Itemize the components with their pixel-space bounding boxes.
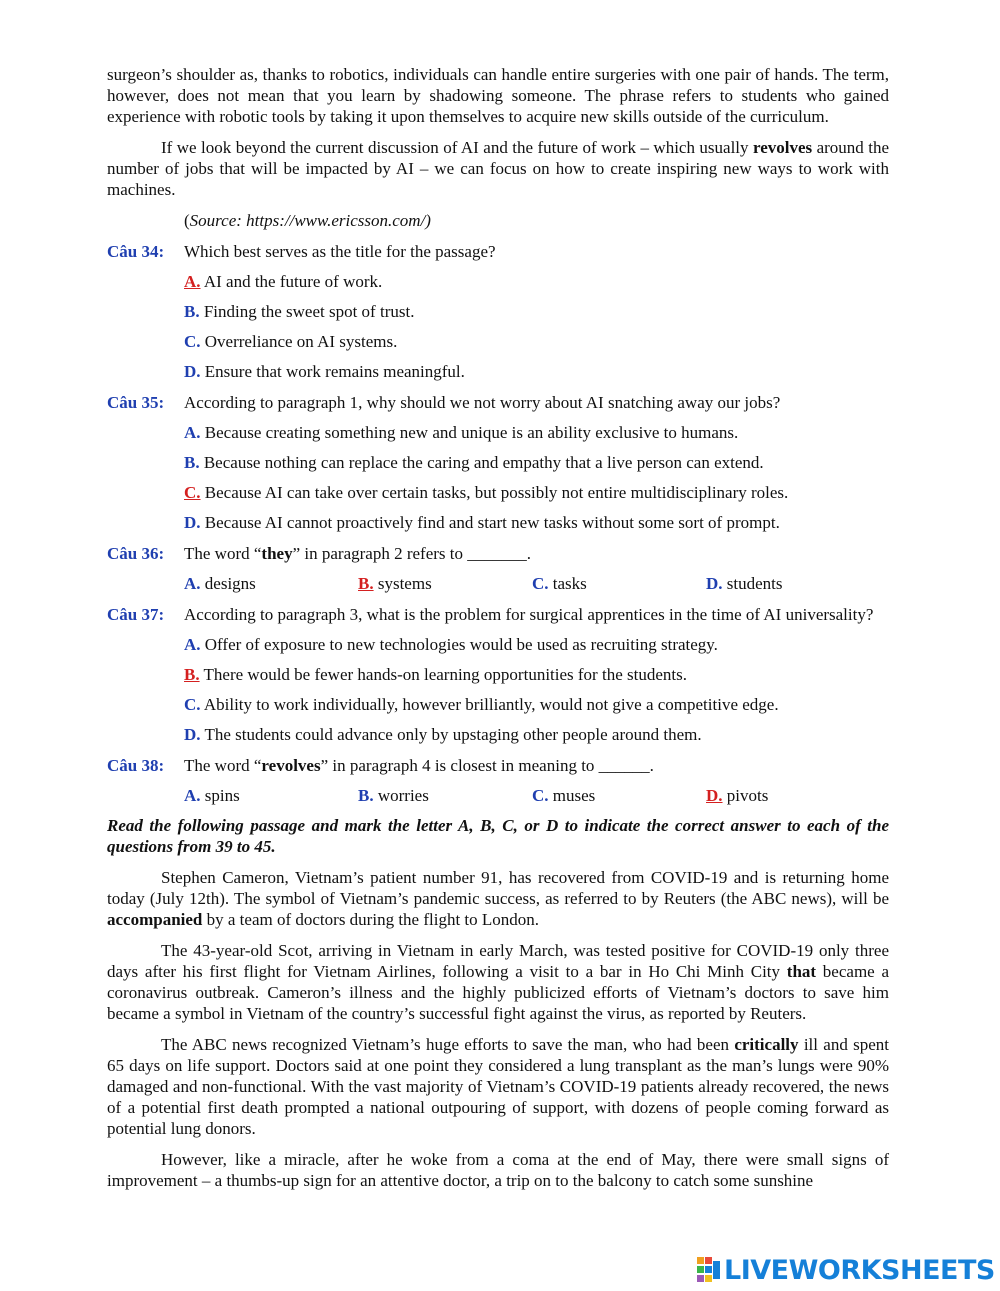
- question-34: [107, 241, 889, 262]
- paragraph-cameron-2: [107, 940, 889, 1024]
- option-text: spins: [200, 786, 240, 805]
- option-letter-correct: B.: [358, 574, 374, 593]
- option-text: Because AI cannot proactively find and start new tasks without some sort of prompt.: [200, 513, 780, 532]
- question-stem: Which best serves as the title for the passage?: [184, 242, 496, 261]
- option-text: Because creating something new and unique is an ability exclusive to humans.: [200, 423, 739, 442]
- options-35: [107, 413, 889, 533]
- text-run: The word “: [184, 544, 262, 563]
- option-b[interactable]: [184, 452, 889, 473]
- options-37: [107, 625, 889, 745]
- option-text: Finding the sweet spot of trust.: [199, 302, 415, 321]
- option-letter: D.: [184, 513, 201, 532]
- logo-text: LIVEWORKSHEETS: [724, 1254, 995, 1286]
- passage-instruction: Read the following passage and mark the letter A, B, C, or D to indicate the correct answer to each of the questions from 39 to 45.: [107, 816, 889, 856]
- option-a[interactable]: [184, 271, 541, 292]
- option-text: Because AI can take over certain tasks, but possibly not entire multidisciplinary roles.: [200, 483, 789, 502]
- option-text: Offer of exposure to new technologies would be used as recruiting strategy.: [200, 635, 718, 654]
- option-text: pivots: [722, 786, 769, 805]
- option-text: systems: [373, 574, 432, 593]
- liveworksheets-logo[interactable]: [697, 1256, 995, 1284]
- text-run: ” in paragraph 2 refers to _______.: [292, 544, 531, 563]
- text-run: The 43-year-old Scot, arriving in Vietnam in early March, was tested positive for COVID-19 only three days after his first flight for Vietnam Airlines, following a visit to a bar in Ho Chi Minh City: [107, 941, 889, 981]
- option-letter: B.: [358, 786, 374, 805]
- option-a[interactable]: [184, 573, 358, 594]
- question-stem: According to paragraph 1, why should we not worry about AI snatching away our jobs?: [184, 393, 781, 412]
- option-d[interactable]: [706, 785, 880, 806]
- source-paren: (: [184, 211, 190, 230]
- option-text: There would be fewer hands-on learning opportunities for the students.: [199, 665, 687, 684]
- bold-word-that: that: [786, 962, 817, 981]
- option-letter: C.: [184, 332, 201, 351]
- option-b[interactable]: [184, 301, 541, 322]
- option-letter-correct: D.: [706, 786, 723, 805]
- option-letter: D.: [184, 362, 201, 381]
- option-letter: A.: [184, 786, 201, 805]
- text-run: The ABC news recognized Vietnam’s huge efforts to save the man, who had been: [161, 1035, 735, 1054]
- paragraph-cameron-1: [107, 867, 889, 930]
- option-c[interactable]: [532, 785, 706, 806]
- option-text: designs: [200, 574, 256, 593]
- source-citation: [107, 210, 889, 231]
- option-letter: B.: [184, 453, 200, 472]
- option-letter: C.: [532, 786, 549, 805]
- option-a[interactable]: [184, 634, 889, 655]
- text-run: ill and spent 65 days on life support. Doctors said at one point they considered a lung transplant as the man’s lungs were 90% damaged and non-functional. With the vast majority of Vietnam’s COVID-19 patients already recovered, the news of a potential first death prompted a national outpouring of support, with dozens of people coming forward as potential lung donors.: [107, 1035, 890, 1138]
- options-36: [107, 564, 889, 594]
- option-text: Overreliance on AI systems.: [200, 332, 398, 351]
- text-run: around the number of jobs that will be impacted by AI – we can focus on how to create inspiring new ways to work with machines.: [107, 138, 889, 199]
- paragraph-future-of-work: [107, 137, 889, 200]
- option-text: tasks: [548, 574, 587, 593]
- option-letter: A.: [184, 635, 201, 654]
- paragraph-cameron-3: [107, 1034, 889, 1139]
- option-letter-correct: A.: [184, 272, 201, 291]
- option-d[interactable]: [184, 361, 541, 382]
- option-text: AI and the future of work.: [200, 272, 383, 291]
- question-37: [107, 604, 889, 625]
- option-a[interactable]: [184, 422, 889, 443]
- option-text: muses: [548, 786, 596, 805]
- text-run: The word “: [184, 756, 262, 775]
- question-35: [107, 392, 889, 413]
- text-run: If we look beyond the current discussion of AI and the future of work – which usually: [161, 138, 753, 157]
- option-d[interactable]: [184, 512, 889, 533]
- paragraph-cameron-4: However, like a miracle, after he woke from a coma at the end of May, there were small signs of improvement – a thumbs-up sign for an attentive doctor, a trip on to the balcony to catch some sunshine: [107, 1150, 889, 1190]
- option-text: The students could advance only by upstaging other people around them.: [200, 725, 702, 744]
- options-38: [107, 776, 889, 806]
- option-text: Ability to work individually, however brilliantly, would not give a competitive edge.: [200, 695, 779, 714]
- options-34: [107, 262, 889, 382]
- option-d[interactable]: [184, 724, 889, 745]
- option-letter: C.: [184, 695, 201, 714]
- text-run: Stephen Cameron, Vietnam’s patient number 91, has recovered from COVID-19 and is returning home today (July 12th). The symbol of Vietnam’s pandemic success, as referred to by Reuters (the ABC news), will be: [107, 868, 889, 908]
- bold-word-critically: critically: [734, 1035, 799, 1054]
- option-letter-correct: C.: [184, 483, 201, 502]
- question-36: [107, 543, 889, 564]
- option-c[interactable]: [532, 573, 706, 594]
- option-letter: A.: [184, 423, 201, 442]
- bold-word-revolves: revolves: [752, 138, 813, 157]
- paragraph-intro-tail: surgeon’s shoulder as, thanks to robotics, individuals can handle entire surgeries with one pair of hands. The term, however, does not mean that you learn by shadowing someone. The phrase refers to students who gained experience with robotic tools by taking it upon themselves to acquire new skills outside of the curriculum.: [107, 65, 889, 126]
- source-link-text: Source: https://www.ericsson.com/): [189, 211, 431, 230]
- text-run: ” in paragraph 4 is closest in meaning to ______.: [320, 756, 654, 775]
- document-page: [107, 64, 889, 1191]
- option-letter: C.: [532, 574, 549, 593]
- option-c[interactable]: [184, 694, 889, 715]
- question-stem: [184, 543, 889, 564]
- option-letter: A.: [184, 574, 201, 593]
- question-number: Câu 37:: [107, 605, 165, 624]
- option-letter-correct: B.: [184, 665, 200, 684]
- option-b[interactable]: [358, 573, 532, 594]
- bold-word-they: they: [261, 544, 293, 563]
- option-text: Ensure that work remains meaningful.: [200, 362, 465, 381]
- question-stem: According to paragraph 3, what is the problem for surgical apprentices in the time of AI universality?: [184, 605, 874, 624]
- option-c[interactable]: [184, 482, 889, 503]
- option-b[interactable]: [358, 785, 532, 806]
- option-a[interactable]: [184, 785, 358, 806]
- text-run: became a coronavirus outbreak. Cameron’s illness and the highly publicized efforts of Vietnam’s doctors to save him became a symbol in Vietnam of the country’s successful fight against the virus, as reported by Reuters.: [107, 962, 890, 1023]
- option-text: students: [722, 574, 783, 593]
- question-number: Câu 36:: [107, 544, 165, 563]
- question-number: Câu 34:: [107, 242, 165, 261]
- text-run: by a team of doctors during the flight to London.: [202, 910, 540, 929]
- option-letter: D.: [706, 574, 723, 593]
- question-stem: [184, 755, 889, 776]
- bold-word-accompanied: accompanied: [107, 910, 203, 929]
- question-38: [107, 755, 889, 776]
- option-text: Because nothing can replace the caring and empathy that a live person can extend.: [199, 453, 764, 472]
- option-b[interactable]: [184, 664, 889, 685]
- option-c[interactable]: [184, 331, 541, 352]
- bold-word-revolves: revolves: [261, 756, 321, 775]
- option-letter: B.: [184, 302, 200, 321]
- question-number: Câu 38:: [107, 756, 165, 775]
- liveworksheets-logo-icon: [697, 1257, 721, 1283]
- option-d[interactable]: [706, 573, 880, 594]
- question-number: Câu 35:: [107, 393, 165, 412]
- option-text: worries: [373, 786, 429, 805]
- option-letter: D.: [184, 725, 201, 744]
